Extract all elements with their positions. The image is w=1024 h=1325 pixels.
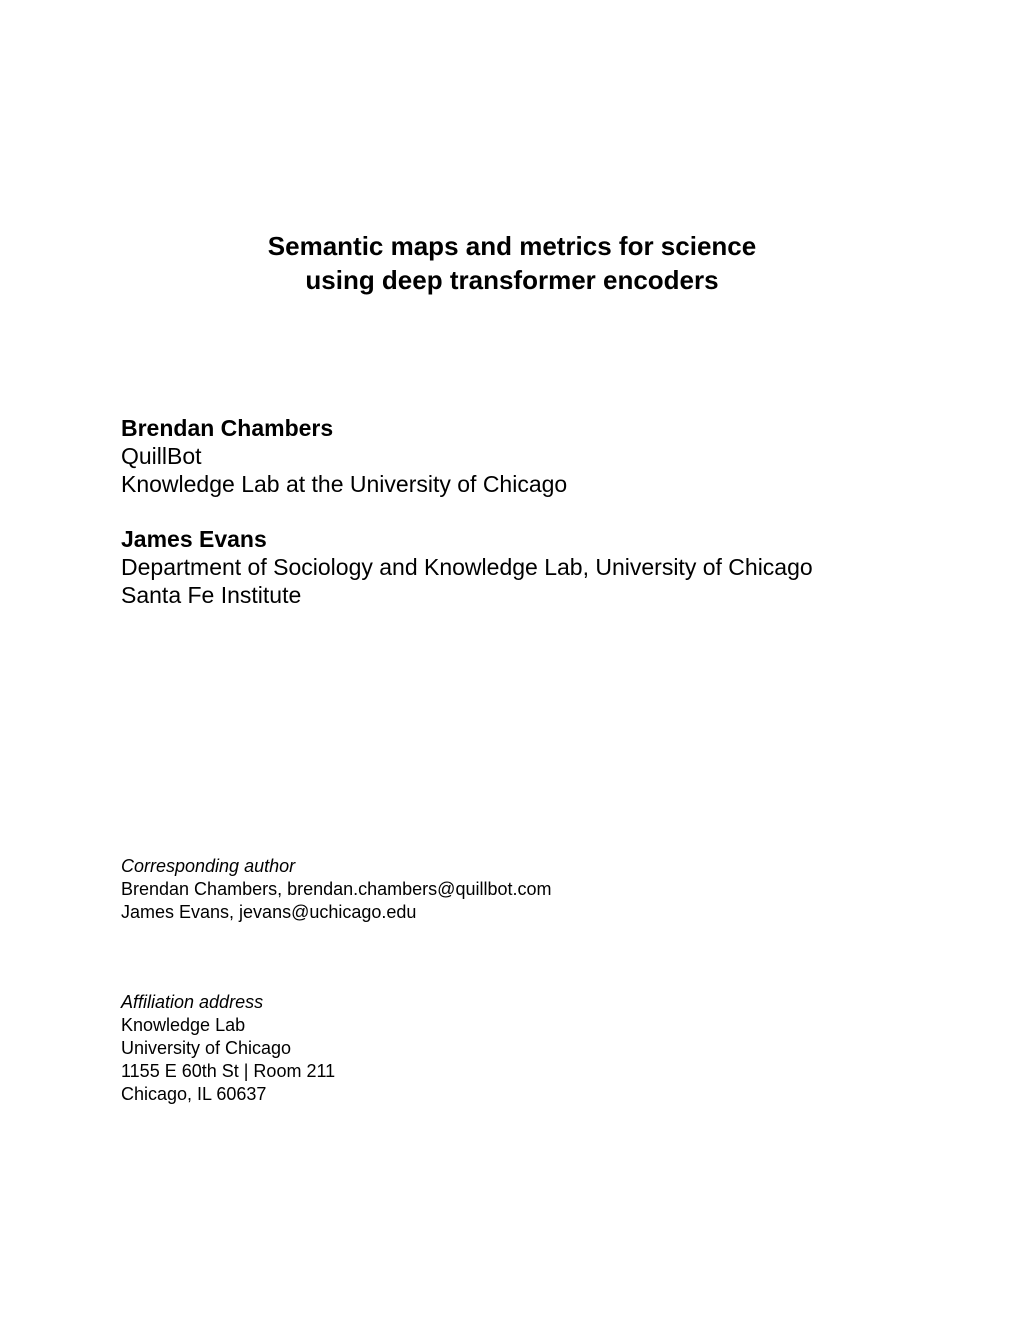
affiliation-address-label: Affiliation address: [121, 992, 264, 1012]
paper-title-line-1: Semantic maps and metrics for science: [267, 231, 757, 261]
affiliation-address-line: Knowledge Lab: [121, 1015, 246, 1035]
author-name: James Evans: [121, 526, 267, 552]
corresponding-author-line: Brendan Chambers, brendan.chambers@quillbot.com: [121, 879, 552, 899]
author-block-evans: [121, 525, 813, 609]
author-affiliation: Department of Sociology and Knowledge Lab, University of Chicago: [121, 554, 813, 580]
paper-title: [0, 229, 1024, 297]
paper-title-line-2: using deep transformer encoders: [305, 265, 719, 295]
affiliation-address-line: Chicago, IL 60637: [121, 1084, 267, 1104]
affiliation-address-section: [121, 991, 335, 1106]
affiliation-address-line: 1155 E 60th St | Room 211: [121, 1061, 336, 1081]
author-affiliation: QuillBot: [121, 443, 202, 469]
corresponding-author-line: James Evans, jevans@uchicago.edu: [121, 902, 417, 922]
affiliation-address-line: University of Chicago: [121, 1038, 292, 1058]
author-affiliation: Knowledge Lab at the University of Chicago: [121, 471, 568, 497]
author-affiliation: Santa Fe Institute: [121, 582, 302, 608]
author-block-chambers: [121, 414, 567, 498]
author-name: Brendan Chambers: [121, 415, 334, 441]
corresponding-author-label: Corresponding author: [121, 856, 296, 876]
corresponding-author-section: [121, 855, 552, 924]
